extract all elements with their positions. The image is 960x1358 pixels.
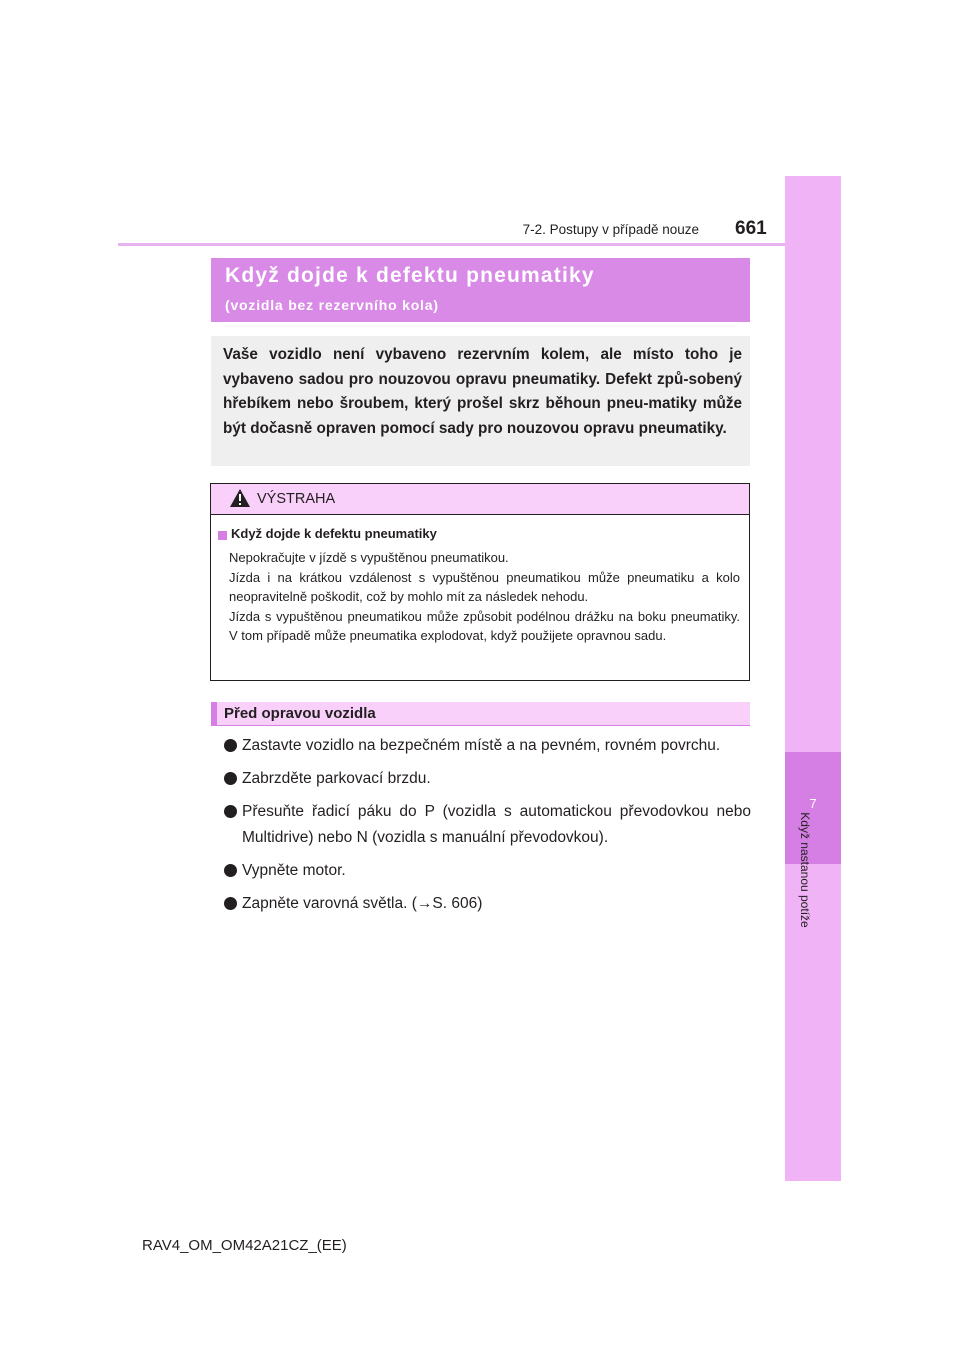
warning-header: [211, 484, 749, 515]
warning-paragraph: Jízda i na krátkou vzdálenost s vypuštěnou pneumatikou může pneumatiku a kolo neopravitelně poškodit, což by mohlo mít za následek nehodu.: [229, 569, 740, 604]
section-title: Před opravou vozidla: [224, 705, 376, 722]
warning-paragraph: Jízda s vypuštěnou pneumatikou může způsobit podélnou drážku na boku pneumatiky. V tom případě může pneumatika explodovat, když použijete opravnou sadu.: [229, 608, 740, 643]
footer-doc-code: RAV4_OM_OM42A21CZ_(EE): [142, 1237, 347, 1254]
page-title: Když dojde k defektu pneumatiky: [225, 264, 595, 287]
chapter-label: Když nastanou potíže: [798, 812, 812, 928]
page-number: 661: [735, 218, 767, 239]
list-item-text: Zapněte varovná světla. (→S. 606): [242, 895, 483, 912]
warning-paragraph: Nepokračujte v jízdě s vypuštěnou pneumatikou.: [229, 550, 509, 565]
bullet-dot-icon: [224, 864, 237, 877]
intro-text: Vaše vozidlo není vybaveno rezervním kolem, ale místo toho je vybaveno sadou pro nouzovou opravu pneumatiky. Defekt způ-sobený hřebíkem nebo šroubem, který prošel skrz běhoun pneu-matiky může být dočasně opraven pomocí sady pro nouzovou opravu pneumatiky.: [223, 346, 742, 437]
list-item-text: Přesuňte řadicí páku do P (vozidla s automatickou převodovkou nebo Multidrive) nebo N (vozidla s manuální převodovkou).: [242, 803, 751, 846]
chapter-number: 7: [809, 796, 817, 811]
list-item: [211, 733, 751, 759]
page-subtitle: (vozidla bez rezervního kola): [225, 297, 439, 313]
title-banner: [211, 258, 750, 322]
bullet-dot-icon: [224, 805, 237, 818]
bullet-dot-icon: [224, 897, 237, 910]
list-item: [211, 766, 751, 792]
bullet-dot-icon: [224, 739, 237, 752]
bullet-list: [211, 733, 751, 924]
list-item-text: Zastavte vozidlo na bezpečném místě a na pevném, rovném povrchu.: [242, 737, 721, 754]
warning-box: [210, 483, 750, 681]
list-item-text: Vypněte motor.: [242, 862, 346, 879]
list-item: [211, 891, 751, 917]
intro-box: [211, 336, 750, 466]
header-section: 7-2. Postupy v případě nouze: [522, 222, 699, 237]
warning-label: VÝSTRAHA: [257, 491, 336, 507]
section-underline: [211, 725, 750, 726]
list-item: [211, 858, 751, 884]
chapter-side-tab: [785, 176, 841, 1181]
header-rule: [118, 243, 785, 246]
section-header: [211, 702, 750, 726]
list-item: [211, 799, 751, 851]
warning-body: [229, 548, 740, 646]
bullet-dot-icon: [224, 772, 237, 785]
warning-subheading: Když dojde k defektu pneumatiky: [231, 526, 437, 541]
warning-triangle-icon: [229, 488, 251, 508]
square-bullet-icon: [218, 531, 227, 540]
list-item-text: Zabrzděte parkovací brzdu.: [242, 770, 431, 787]
